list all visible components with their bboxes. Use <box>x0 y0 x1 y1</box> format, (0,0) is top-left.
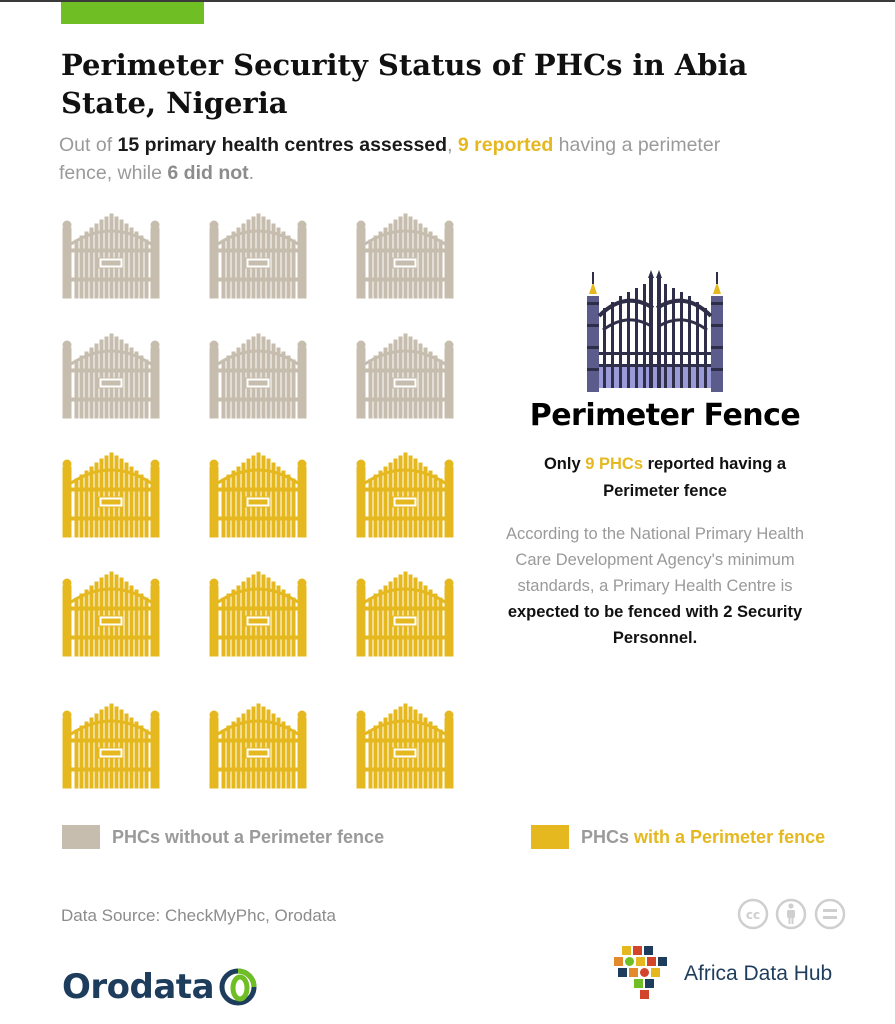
gate-icon-with-fence <box>63 704 159 788</box>
legend-prefix-without: PHCs <box>112 826 166 847</box>
subtitle-text-3: having a perimeter fence, while <box>59 134 721 184</box>
svg-text:cc: cc <box>745 908 761 922</box>
gate-icon-without-fence <box>210 214 306 298</box>
gate-icon-with-fence <box>357 453 453 537</box>
africa-data-hub-logo-text: Africa Data Hub <box>684 962 833 985</box>
legend-prefix-with: PHCs <box>581 826 635 847</box>
subtitle-no-count: 6 did not <box>167 162 249 184</box>
orodata-logo <box>62 967 260 1007</box>
legend-item-with <box>531 824 825 850</box>
gate-icon-without-fence <box>63 214 159 298</box>
subtitle-yes-count: 9 reported <box>457 134 554 156</box>
gate-icon-without-fence <box>357 214 453 298</box>
perimeter-gate-icon <box>585 268 725 394</box>
by-icon <box>777 900 805 928</box>
hero-note <box>510 451 820 505</box>
subtitle <box>59 131 759 187</box>
legend-label-without <box>112 827 384 848</box>
hero-para-emphasis: expected to be fenced with 2 Security Personnel. <box>507 603 803 647</box>
hero-paragraph <box>495 521 815 651</box>
gate-icon-without-fence <box>357 334 453 418</box>
gate-icon-with-fence <box>210 453 306 537</box>
gate-icon-with-fence <box>210 704 306 788</box>
africa-data-hub-mark-icon <box>612 944 674 1004</box>
orodata-mark-icon <box>216 967 260 1007</box>
gate-icon-with-fence <box>357 704 453 788</box>
gate-icon-without-fence <box>210 334 306 418</box>
legend-item-without <box>62 824 384 850</box>
nd-icon <box>816 900 844 928</box>
hero-note-count: 9 PHCs <box>585 455 643 473</box>
subtitle-text-4: . <box>248 162 255 184</box>
legend-swatch-with <box>531 825 569 849</box>
hero-note-text-2: reported having a Perimeter fence <box>603 455 787 500</box>
hero-para-text: According to the National Primary Health Care Development Agency's minimum standards, a Primary Health Centre is <box>505 525 805 595</box>
legend-label-with <box>581 827 825 848</box>
gate-icon-without-fence <box>63 334 159 418</box>
legend-key-without: without a Perimeter fence <box>165 826 385 847</box>
gate-icon-with-fence <box>357 572 453 656</box>
subtitle-total: 15 primary health centres assessed <box>117 134 448 156</box>
hero-title: Perimeter Fence <box>529 398 801 433</box>
cc-icon <box>739 900 767 928</box>
subtitle-text-2: , <box>447 134 458 156</box>
hero-note-text-1: Only <box>543 455 586 473</box>
legend-swatch-without <box>62 825 100 849</box>
page-title: Perimeter Security Status of PHCs in Abia State, Nigeria <box>61 48 748 120</box>
legend-key-with: with a Perimeter fence <box>634 826 826 847</box>
gate-icon-with-fence <box>63 453 159 537</box>
license-icons <box>736 897 848 931</box>
africa-data-hub-logo <box>612 944 832 1004</box>
subtitle-text-1: Out of <box>59 134 118 156</box>
accent-bar <box>61 2 204 24</box>
gate-icon-with-fence <box>210 572 306 656</box>
gate-icon-with-fence <box>63 572 159 656</box>
orodata-logo-text: Orodata <box>62 967 215 1007</box>
data-source: Data Source: CheckMyPhc, Orodata <box>61 906 336 925</box>
